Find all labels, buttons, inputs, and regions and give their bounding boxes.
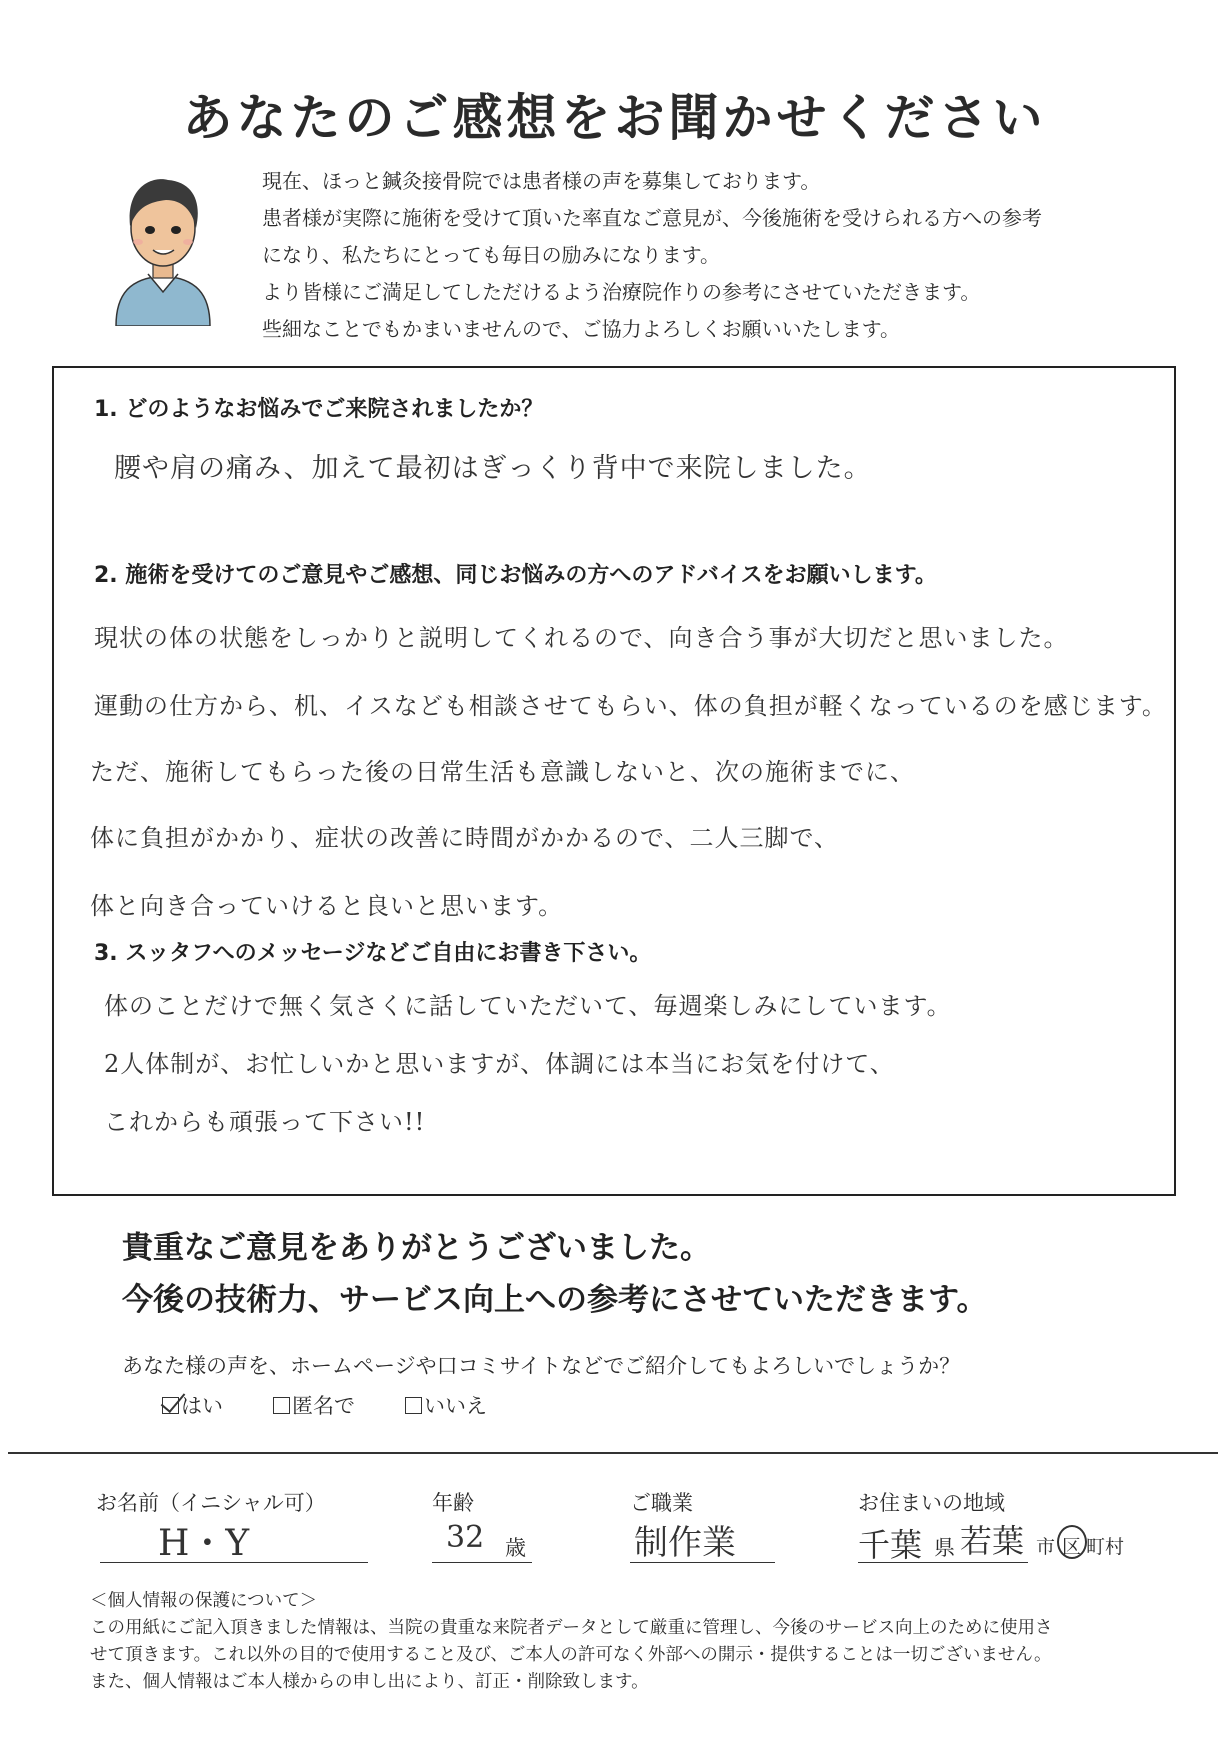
section-divider [8,1452,1218,1454]
intro-line: 現在、ほっと鍼灸接骨院では患者様の声を募集しております。 [262,169,821,193]
option-label: いいえ [424,1394,487,1418]
checkbox-yes[interactable] [162,1397,179,1414]
answer-3-line[interactable]: 2人体制が、お忙しいかと思いますが、体調には本当にお気を付けて、 [104,1050,895,1078]
name-underline [100,1562,368,1563]
answer-1-line[interactable]: 腰や肩の痛み、加えて最初はぎっくり背中で来院しました。 [114,453,872,484]
thanks-line: 今後の技術力、サービス向上への参考にさせていただきます。 [122,1282,988,1318]
answer-2-line[interactable]: 現状の体の状態をしっかりと説明してくれるので、向き合う事が大切だと思いました。 [94,624,1069,652]
area-label: お住まいの地域 [858,1491,1005,1515]
area-suffix-town: 町村 [1086,1536,1125,1558]
consent-option-yes[interactable] [162,1390,223,1420]
area-underline [858,1562,1028,1563]
answer-2-line[interactable]: 運動の仕方から、机、イスなども相談させてもらい、体の負担が軽くなっているのを感じます。 [94,692,1167,720]
checkbox-no[interactable] [405,1397,422,1414]
age-underline [432,1562,532,1563]
privacy-line: せて頂きます。これ以外の目的で使用すること及び、ご本人の許可なく外部への開示・提供することは一切ございません。 [90,1645,1052,1665]
ward-circle-mark [1057,1525,1087,1559]
age-unit: 歳 [505,1536,526,1560]
question-3-label: 3. スッタフへのメッセージなどご自由にお書き下さい。 [94,941,652,966]
answer-3-line[interactable]: 体のことだけで無く気さくに話していただいて、毎週楽しみにしています。 [104,992,952,1020]
age-label: 年齢 [432,1491,474,1515]
occupation-value[interactable]: 制作業 [634,1523,736,1563]
consent-option-no[interactable] [405,1390,487,1420]
consent-question: あなた様の声を、ホームページや口コミサイトなどでご紹介してもよろしいでしょうか？ [122,1354,961,1378]
answer-2-line[interactable]: ただ、施術してもらった後の日常生活も意識しないと、次の施術までに、 [90,758,915,786]
area-suffix-ward: 区 [1062,1536,1082,1558]
prefecture-value[interactable]: 千葉 [858,1526,923,1564]
privacy-heading: ＜個人情報の保護について＞ [90,1591,318,1611]
occupation-underline [630,1562,775,1563]
intro-line: 患者様が実際に施術を受けて頂いた率直なご意見が、今後施術を受けられる方への参考 [262,206,1042,230]
questionnaire-box [52,366,1176,1196]
consent-options [162,1390,487,1420]
prefecture-unit: 県 [934,1536,955,1560]
thank-you-message [122,1222,988,1326]
staff-avatar-illustration [108,166,218,326]
age-value[interactable]: 32 [446,1520,485,1555]
answer-2-line[interactable]: 体と向き合っていけると良いと思います。 [90,892,564,920]
consent-option-anonymous[interactable] [273,1390,355,1420]
city-value[interactable]: 若葉 [960,1522,1025,1560]
option-label: はい [181,1394,223,1418]
page-title: あなたのご感想をお聞かせください [182,89,1047,147]
privacy-notice [90,1588,1210,1696]
intro-text [262,163,1162,348]
thanks-line: 貴重なご意見をありがとうございました。 [122,1230,711,1266]
privacy-line: この用紙にご記入頂きました情報は、当院の貴重な来院者データとして厳重に管理し、今後のサービス向上のために使用さ [90,1618,1053,1638]
occupation-label: ご職業 [630,1491,693,1515]
intro-line: より皆様にご満足してしただけるよう治療院作りの参考にさせていただきます。 [262,280,981,304]
area-suffix-city: 市 [1036,1536,1056,1558]
option-label: 匿名で [292,1394,355,1418]
privacy-line: また、個人情報はご本人様からの申し出により、訂正・削除致します。 [90,1672,649,1692]
answer-2-line[interactable]: 体に負担がかかり、症状の改善に時間がかかるので、二人三脚で、 [90,824,840,852]
answer-3-line[interactable]: これからも頑張って下さい!! [104,1108,426,1136]
intro-line: 些細なことでもかまいませんので、ご協力よろしくお願いいたします。 [262,317,900,341]
intro-line: になり、私たちにとっても毎日の励みになります。 [262,243,720,267]
name-label: お名前（イニシャル可） [96,1491,326,1515]
checkbox-anonymous[interactable] [273,1397,290,1414]
question-2-label: 2. 施術を受けてのご意見やご感想、同じお悩みの方へのアドバイスをお願いします。 [94,563,937,588]
name-value[interactable]: H・Y [158,1523,250,1564]
question-1-label: 1. どのようなお悩みでご来院されましたか？ [94,397,544,422]
